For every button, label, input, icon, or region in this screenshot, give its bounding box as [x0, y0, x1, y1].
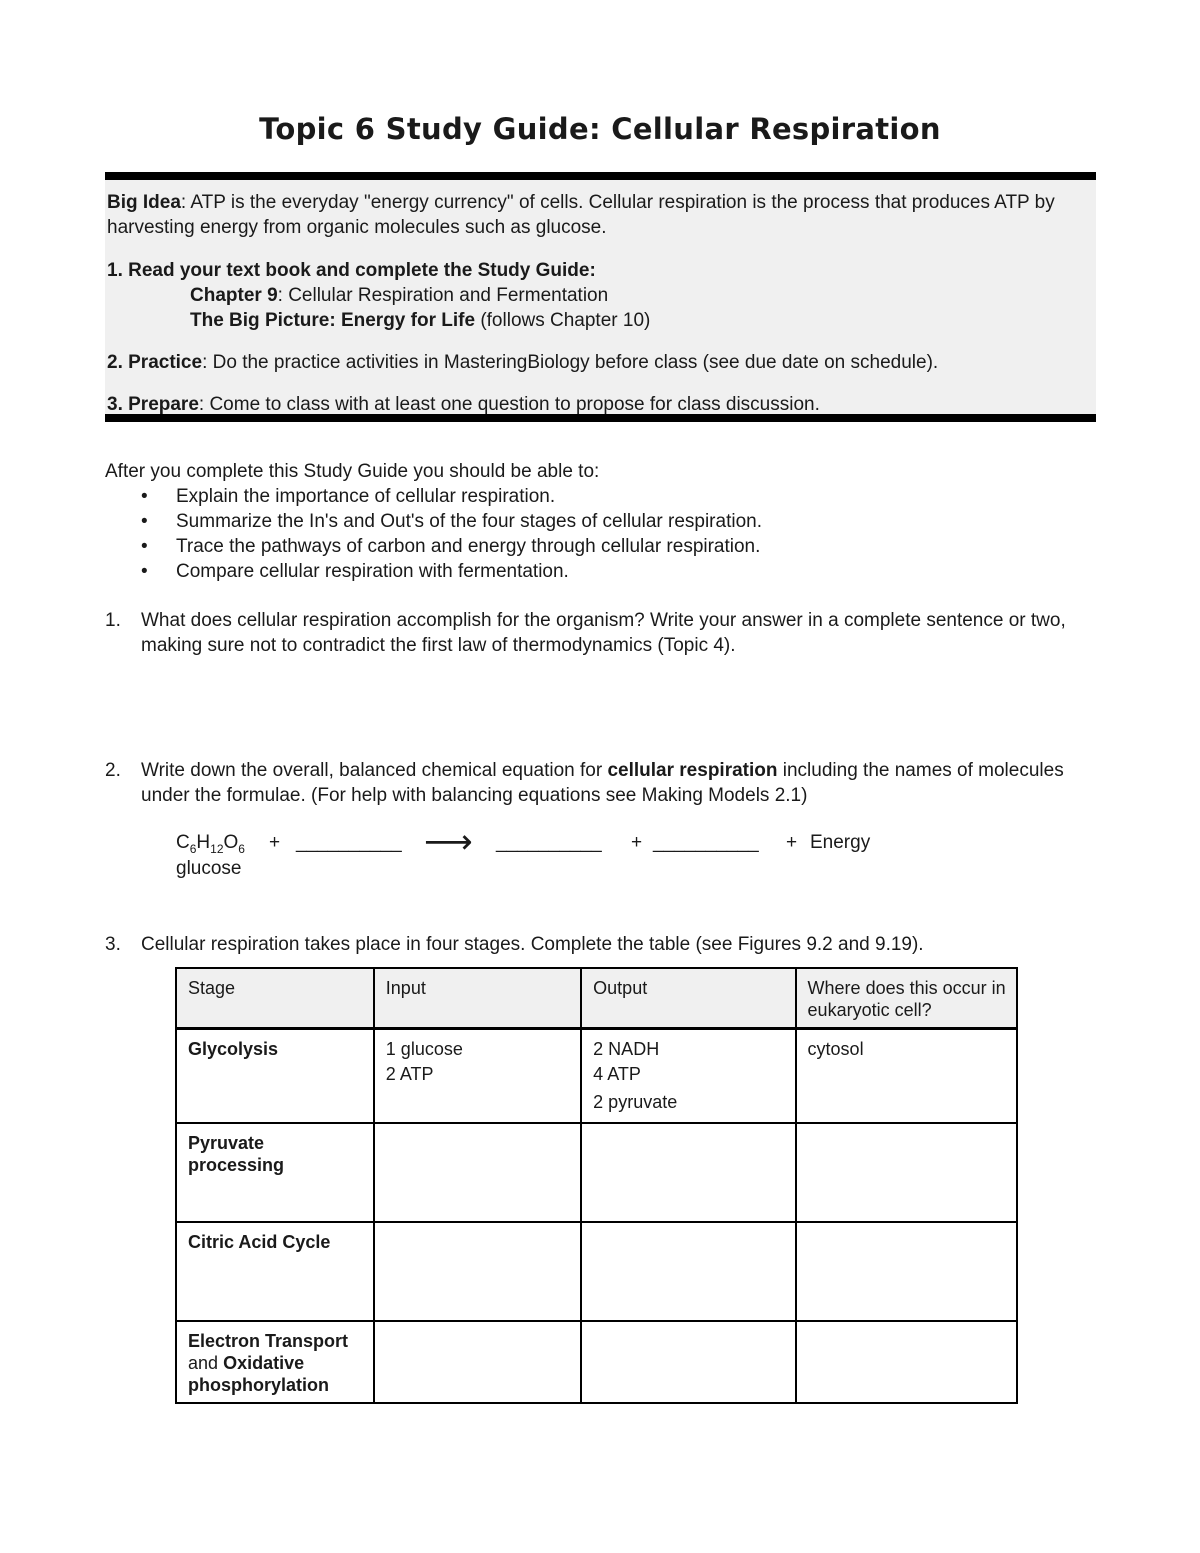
step-prepare-text: : Come to class with at least one question to propose for class discussion.: [198, 394, 820, 415]
bullet-icon: •: [141, 511, 148, 532]
stage-cell: [176, 1321, 374, 1403]
bigpicture-label: The Big Picture: Energy for Life: [190, 310, 476, 331]
output-cell[interactable]: [581, 1123, 795, 1222]
question-2: [105, 758, 1105, 808]
bullet-icon: •: [141, 561, 148, 582]
objective-text: Trace the pathways of carbon and energy through cellular respiration.: [176, 536, 761, 557]
objective-text: Explain the importance of cellular respiration.: [176, 486, 556, 507]
big-idea-label: Big Idea: [107, 192, 181, 213]
arrow-right-icon: ⟶: [424, 823, 473, 861]
location-cell[interactable]: [796, 1321, 1017, 1403]
objectives-section: [105, 459, 1095, 584]
header-stage: Stage: [176, 968, 374, 1029]
question-number: 1.: [105, 610, 121, 631]
energy-term: Energy: [810, 832, 871, 853]
cell-line: 2 NADH: [593, 1039, 660, 1059]
glucose-label: glucose: [176, 858, 242, 879]
objective-text: Summarize the In's and Out's of the four stages of cellular respiration.: [176, 511, 762, 532]
stage-cell: Glycolysis: [176, 1029, 374, 1124]
objectives-list: [105, 484, 1095, 584]
step-prepare-label: 3. Prepare: [107, 394, 199, 415]
answer-blank[interactable]: __________: [296, 832, 402, 853]
output-cell[interactable]: [581, 1029, 795, 1124]
objective-item: [105, 534, 1095, 559]
stage-text-bold: Oxidative phosphorylation: [188, 1353, 329, 1395]
question-text-part: Write down the overall, balanced chemical equation for: [141, 760, 608, 781]
cell-line: 4 ATP: [593, 1064, 641, 1084]
answer-blank[interactable]: __________: [653, 832, 759, 853]
bigpicture-text: (follows Chapter 10): [475, 310, 651, 331]
question-text-bold: cellular respiration: [607, 760, 778, 781]
stage-cell: Pyruvate processing: [176, 1123, 374, 1222]
big-idea-paragraph: [107, 190, 1094, 240]
cell-line: 2 pyruvate: [593, 1092, 678, 1112]
objective-item: [105, 484, 1095, 509]
question-3: [105, 932, 1105, 957]
glucose-formula: $C_6H_{12}O_6$: [176, 832, 245, 856]
big-idea-text: : ATP is the everyday "energy currency" of cells. Cellular respiration is the process that produces ATP by harvesting energy from organic molecules such as glucose.: [107, 192, 1055, 238]
step-practice-label: 2. Practice: [107, 352, 203, 373]
question-number: 3.: [105, 934, 121, 955]
location-cell[interactable]: [796, 1222, 1017, 1321]
question-text-part: including the names of molecules under the formulae. (For help with balancing equations see Making Models 2.1): [141, 760, 1064, 806]
question-number: 2.: [105, 760, 121, 781]
answer-blank[interactable]: __________: [496, 832, 602, 853]
table-row: [176, 1222, 1017, 1321]
table-row: [176, 1029, 1017, 1124]
output-cell[interactable]: [581, 1222, 795, 1321]
bullet-icon: •: [141, 536, 148, 557]
plus-sign: +: [786, 832, 798, 853]
input-cell[interactable]: [374, 1029, 581, 1124]
input-cell[interactable]: [374, 1222, 581, 1321]
objective-item: [105, 559, 1095, 584]
question-text: What does cellular respiration accomplish for the organism? Write your answer in a complete sentence or two, making sure not to contradict the first law of thermodynamics (Topic 4).: [141, 610, 1066, 656]
table-row: [176, 1321, 1017, 1403]
output-cell[interactable]: [581, 1321, 795, 1403]
bullet-icon: •: [141, 486, 148, 507]
step-practice: [107, 350, 1094, 375]
header-location: Where does this occur in eukaryotic cell?: [796, 968, 1017, 1029]
question-1: [105, 608, 1105, 658]
stage-cell: Citric Acid Cycle: [176, 1222, 374, 1321]
input-cell[interactable]: [374, 1321, 581, 1403]
stage-text: and: [188, 1353, 219, 1373]
step-practice-text: : Do the practice activities in MasteringBiology before class (see due date on schedule).: [202, 352, 939, 373]
objective-text: Compare cellular respiration with fermentation.: [176, 561, 569, 582]
objective-item: [105, 509, 1095, 534]
big-idea-box: [105, 172, 1096, 422]
cell-line: 2 ATP: [385, 1064, 434, 1084]
question-text: Cellular respiration takes place in four stages. Complete the table (see Figures 9.2 and 9.19).: [141, 934, 924, 955]
input-cell[interactable]: [374, 1123, 581, 1222]
cell-line: 1 glucose: [385, 1039, 463, 1059]
step-prepare: [107, 392, 1094, 417]
location-cell[interactable]: [796, 1123, 1017, 1222]
step-read-label: 1. Read your text book and complete the Study Guide:: [107, 260, 596, 281]
page-title: Topic 6 Study Guide: Cellular Respiration: [259, 112, 941, 146]
objectives-intro: After you complete this Study Guide you should be able to:: [105, 461, 600, 482]
respiration-equation: [176, 823, 936, 892]
plus-sign: +: [631, 832, 643, 853]
table-header-row: [176, 968, 1017, 1029]
chapter-text: : Cellular Respiration and Fermentation: [277, 285, 609, 306]
question-text: [105, 758, 1105, 808]
chapter-label: Chapter 9: [190, 285, 278, 306]
step-read: [107, 258, 1094, 333]
table-row: [176, 1123, 1017, 1222]
header-input: Input: [374, 968, 581, 1029]
location-cell[interactable]: cytosol: [796, 1029, 1017, 1124]
stages-table: [175, 967, 1018, 1404]
plus-sign: +: [269, 832, 281, 853]
stage-text-bold: Electron Transport: [188, 1331, 349, 1351]
header-output: Output: [581, 968, 795, 1029]
